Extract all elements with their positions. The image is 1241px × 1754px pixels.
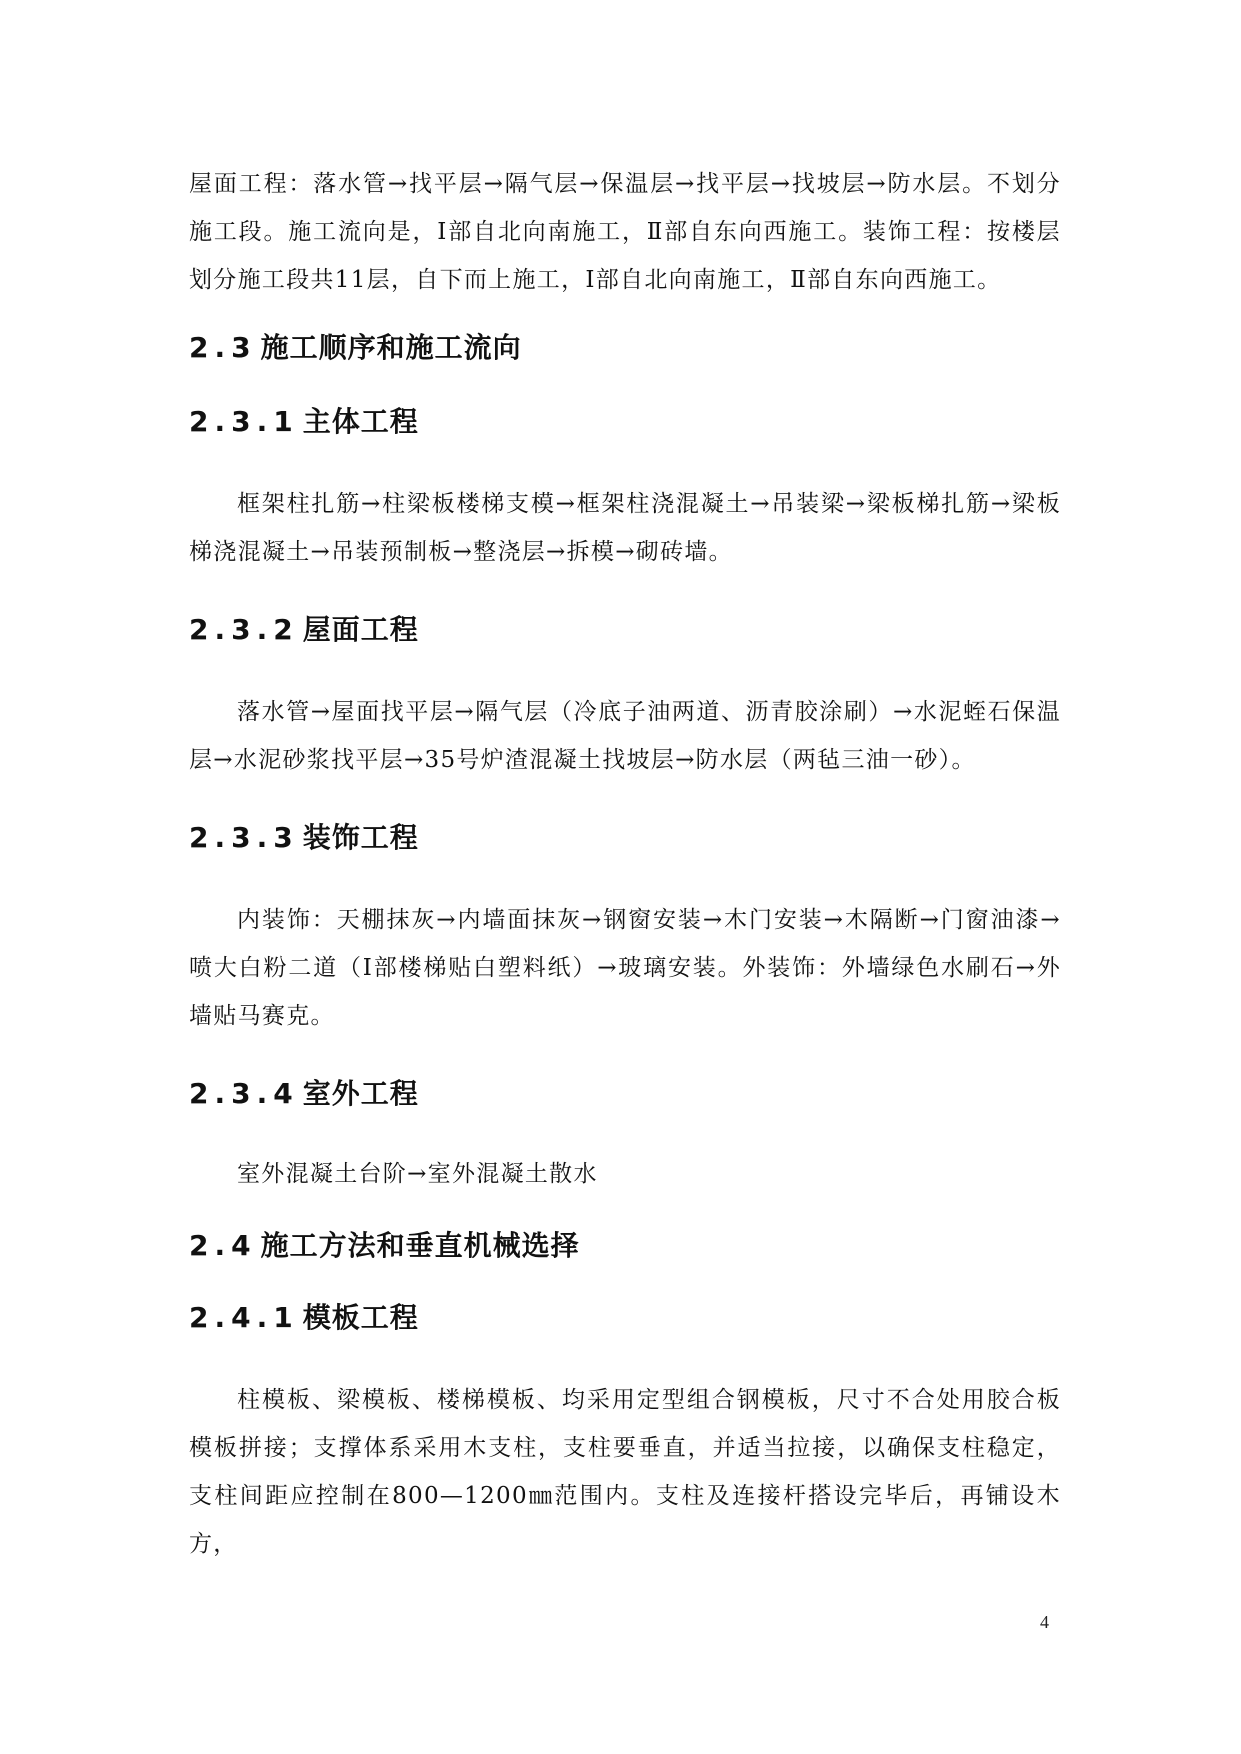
- section-heading-2-3-2: [189, 610, 1061, 650]
- section-number: 2.4.1: [189, 1301, 299, 1334]
- section-number: 2.3.3: [189, 821, 299, 854]
- section-heading-2-4: [189, 1226, 1061, 1266]
- section-body-2-3-3: 内装饰：天棚抹灰→内墙面抹灰→钢窗安装→木门安装→木隔断→门窗油漆→喷大白粉二道（Ⅰ部楼梯贴白塑料纸）→玻璃安装。外装饰：外墙绿色水刷石→外墙贴马赛克。: [189, 907, 1061, 1029]
- section-title: 室外工程: [302, 1077, 419, 1110]
- section-heading-2-4-1: [189, 1298, 1061, 1338]
- section-body-2-4-1: 柱模板、梁模板、楼梯模板、均采用定型组合钢模板，尺寸不合处用胶合板模板拼接；支撑体系采用木支柱，支柱要垂直，并适当拉接，以确保支柱稳定，支柱间距应控制在800—1200㎜范围内。支柱及连接杆搭设完毕后，再铺设木方，: [189, 1387, 1061, 1557]
- page-content: [189, 160, 1061, 1568]
- section-number: 2.3.2: [189, 613, 299, 646]
- intro-paragraph: 屋面工程：落水管→找平层→隔气层→保温层→找平层→找坡层→防水层。不划分施工段。施工流向是，Ⅰ部自北向南施工，Ⅱ部自东向西施工。装饰工程：按楼层划分施工段共11层，自下而上施工，Ⅰ部自北向南施工，Ⅱ部自东向西施工。: [189, 171, 1061, 293]
- section-title: 主体工程: [302, 405, 419, 438]
- section-title: 装饰工程: [302, 821, 419, 854]
- section-body-2-3-2: 落水管→屋面找平层→隔气层（冷底子油两道、沥青胶涂刷）→水泥蛭石保温层→水泥砂浆找平层→35号炉渣混凝土找坡层→防水层（两毡三油一砂）。: [189, 699, 1061, 773]
- section-number: 2.3.4: [189, 1077, 299, 1110]
- section-title: 施工方法和垂直机械选择: [260, 1229, 580, 1262]
- section-number: 2.4: [189, 1229, 257, 1262]
- section-heading-2-3-1: [189, 402, 1061, 442]
- section-body-2-3-4: 室外混凝土台阶→室外混凝土散水: [237, 1161, 598, 1187]
- section-heading-2-3-4: [189, 1074, 1061, 1114]
- section-heading-2-3-3: [189, 818, 1061, 858]
- section-body-2-3-1: 框架柱扎筋→柱梁板楼梯支模→框架柱浇混凝土→吊装梁→梁板梯扎筋→梁板梯浇混凝土→吊装预制板→整浇层→拆模→砌砖墙。: [189, 491, 1061, 565]
- section-number: 2.3: [189, 331, 257, 364]
- section-title: 施工顺序和施工流向: [260, 331, 522, 364]
- section-title: 屋面工程: [302, 613, 419, 646]
- section-title: 模板工程: [302, 1301, 419, 1334]
- section-number: 2.3.1: [189, 405, 299, 438]
- page-number: 4: [1040, 1612, 1049, 1632]
- section-heading-2-3: [189, 328, 1061, 368]
